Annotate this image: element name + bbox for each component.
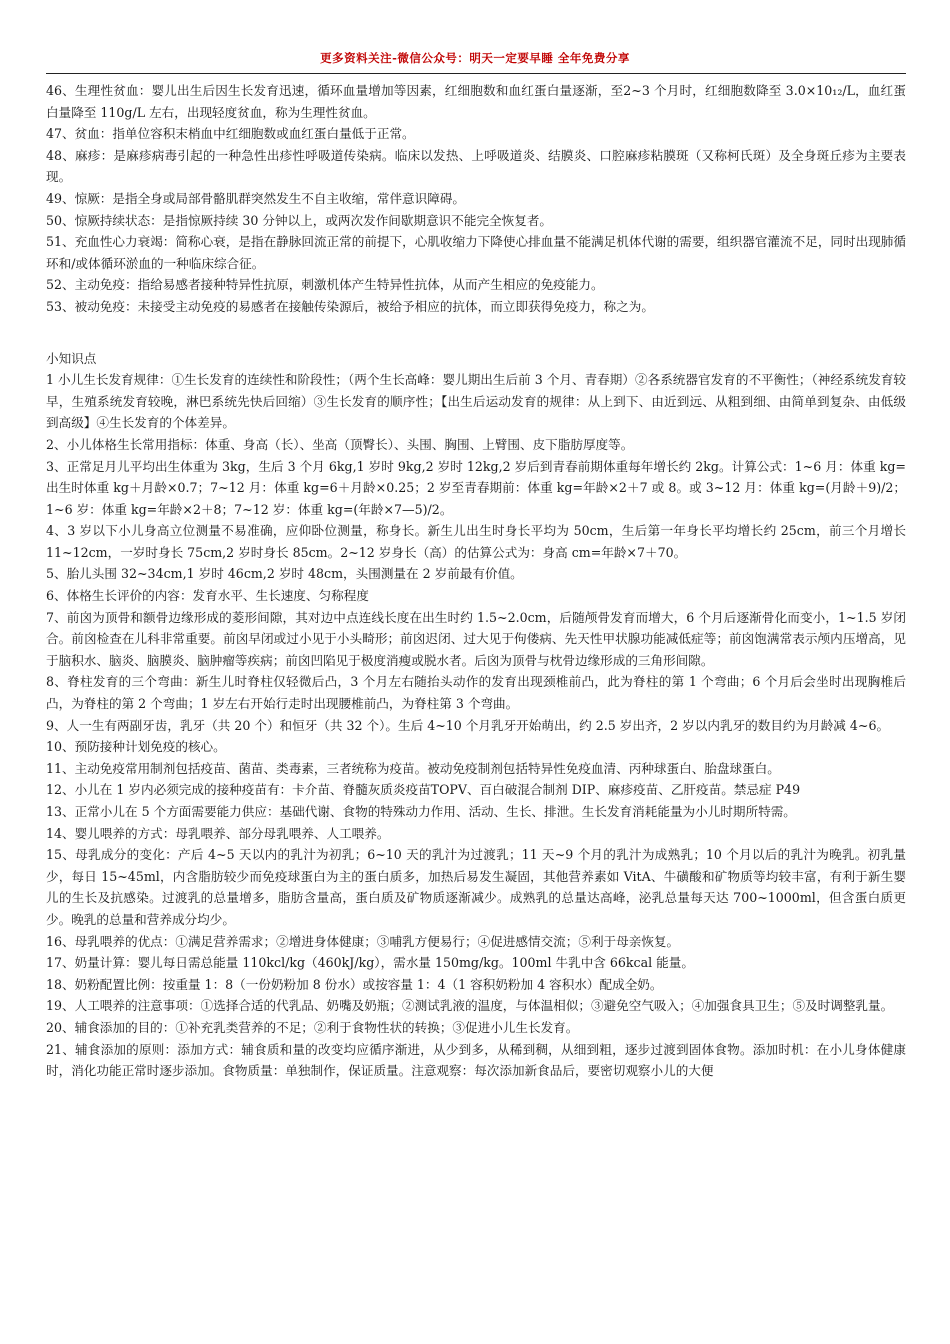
section-title: 小知识点 bbox=[46, 350, 97, 366]
knowledge-points-list bbox=[46, 369, 906, 1082]
knowledge-item: 11、主动免疫常用制剂包括疫苗、菌苗、类毒素，三者统称为疫苗。被动免疫制剂包括特异性免疫血清、丙种球蛋白、胎盘球蛋白。 bbox=[46, 760, 780, 776]
knowledge-item: 19、人工喂养的注意事项：①选择合适的代乳品、奶嘴及奶瓶；②测试乳液的温度，与体温相似；③避免空气吸入；④加强食具卫生；⑤及时调整乳量。 bbox=[46, 998, 894, 1014]
knowledge-item: 2、小儿体格生长常用指标：体重、身高（长）、坐高（顶臀长）、头围、胸围、上臂围、皮下脂肪厚度等。 bbox=[46, 436, 634, 452]
header-divider bbox=[46, 73, 906, 74]
definition-item: 51、充血性心力衰竭：简称心衰，是指在静脉回流正常的前提下，心肌收缩力下降使心排血量不能满足机体代谢的需要，组织器官灌流不足，同时出现肺循环和/或体循环淤血的一种临床综合征。 bbox=[46, 234, 906, 271]
definition-item: 49、惊厥：是指全身或局部骨骼肌群突然发生不自主收缩，常伴意识障碍。 bbox=[46, 190, 466, 206]
knowledge-item: 10、预防接种计划免疫的核心。 bbox=[46, 739, 226, 755]
knowledge-item: 14、婴儿喂养的方式：母乳喂养、部分母乳喂养、人工喂养。 bbox=[46, 825, 390, 841]
knowledge-item: 12、小儿在 1 岁内必须完成的接种疫苗有：卡介苗、脊髓灰质炎疫苗TOPV、百白破混合制剂 DIP、麻疹疫苗、乙肝疫苗。禁忌症 P49 bbox=[46, 782, 801, 798]
knowledge-item: 13、正常小儿在 5 个方面需要能力供应：基础代谢、食物的特殊动力作用、活动、生长、排泄。生长发育消耗能量为小儿时期所特需。 bbox=[46, 804, 796, 819]
header-banner: 更多资料关注-微信公众号：明天一定要早睡 全年免费分享 bbox=[320, 51, 630, 65]
knowledge-item: 20、辅食添加的目的：①补充乳类营养的不足；②利于食物性状的转换；③促进小儿生长发育。 bbox=[46, 1019, 579, 1035]
definition-item: 48、麻疹：是麻疹病毒引起的一种急性出疹性呼吸道传染病。临床以发热、上呼吸道炎、结膜炎、口腔麻疹粘膜斑（又称柯氏斑）及全身斑丘疹为主要表现。 bbox=[46, 147, 906, 185]
definition-item: 53、被动免疫：未接受主动免疫的易感者在接触传染源后，被给予相应的抗体，而立即获得免疫力，称之为。 bbox=[46, 298, 654, 314]
definition-item: 52、主动免疫：指给易感者接种特异性抗原，刺激机体产生特异性抗体，从而产生相应的免疫能力。 bbox=[46, 277, 604, 293]
knowledge-item: 1 小儿生长发育规律：①生长发育的连续性和阶段性；（两个生长高峰：婴儿期出生后前 3 个月、青春期）②各系统器官发育的不平衡性；（神经系统发育较早，生殖系统发育较晚，淋巴系统先快后回缩）③生长发育的顺序性；【出生后运动发育的规律：从上到下、由近到远、从粗到细、由简单到复杂、由低级到高级】④生长发育的个体差异。 bbox=[46, 372, 906, 431]
definition-item: 46、生理性贫血：婴儿出生后因生长发育迅速，循环血量增加等因素，红细胞数和血红蛋白量逐渐，至2~3 个月时，红细胞数降至 3.0×10₁₂/L，血红蛋白量降至 110g/L 左右，出现轻度贫血，称为生理性贫血。 bbox=[46, 83, 906, 120]
knowledge-item: 21、辅食添加的原则：添加方式：辅食质和量的改变均应循序渐进，从少到多，从稀到稠，从细到粗，逐步过渡到固体食物。添加时机：在小儿身体健康时，消化功能正常时逐步添加。食物质量：单独制作，保证质量。注意观察：每次添加新食品后，要密切观察小儿的大便 bbox=[46, 1041, 906, 1079]
knowledge-item: 17、奶量计算：婴儿每日需总能量 110kcl/kg（460kJ/kg），需水量 150mg/kg。100ml 牛乳中含 66kcal 能量。 bbox=[46, 955, 694, 971]
definition-item: 47、贫血：指单位容积末梢血中红细胞数或血红蛋白量低于正常。 bbox=[46, 126, 415, 142]
knowledge-item: 4、3 岁以下小儿身高立位测量不易准确，应仰卧位测量，称身长。新生儿出生时身长平均为 50cm，生后第一年身长平均增长约 25cm，前三个月增长 11~12cm，一岁时身长 75cm,2 岁时身长 85cm。2~12 岁身长（高）的估算公式为：身高 cm=年龄×7＋70。 bbox=[46, 523, 906, 560]
knowledge-item: 6、体格生长评价的内容：发育水平、生长速度、匀称程度 bbox=[46, 588, 369, 604]
section-spacer bbox=[46, 318, 906, 348]
definitions-list bbox=[46, 80, 906, 318]
document-body bbox=[46, 80, 906, 1082]
knowledge-item: 7、前囟为顶骨和额骨边缘形成的菱形间隙，其对边中点连线长度在出生时约 1.5~2.0cm，后随颅骨发育而增大，6 个月后逐渐骨化而变小，1~1.5 岁闭合。前囟检查在儿科非常重要。前囟早闭或过小见于小头畸形；前囟迟闭、过大见于佝偻病、先天性甲状腺功能减低症等；前囟饱满常表示颅内压增高，见于脑积水、脑炎、脑膜炎、脑肿瘤等疾病；前囟凹陷见于极度消瘦或脱水者。后囟为顶骨与枕骨边缘形成的三角形间隙。 bbox=[46, 609, 906, 668]
knowledge-item: 3、正常足月儿平均出生体重为 3kg，生后 3 个月 6kg,1 岁时 9kg,2 岁时 12kg,2 岁后到青春前期体重每年增长约 2kg。计算公式：1~6 月：体重 kg=出生时体重 kg＋月龄×0.7；7~12 月：体重 kg=6＋月龄×0.25；2 岁至青春期前：体重 kg=年龄×2＋7 或 8。或 3~12 月：体重 kg=(月龄＋9)/2；1~6 岁：体重 kg=年龄×2＋8；7~12 岁：体重 kg=(年龄×7—5)/2。 bbox=[46, 458, 906, 517]
knowledge-item: 9、人一生有两副牙齿，乳牙（共 20 个）和恒牙（共 32 个）。生后 4~10 个月乳牙开始萌出，约 2.5 岁出齐，2 岁以内乳牙的数目约为月龄减 4~6。 bbox=[46, 717, 890, 733]
definition-item: 50、惊厥持续状态：是指惊厥持续 30 分钟以上，或两次发作间歇期意识不能完全恢复者。 bbox=[46, 212, 553, 228]
knowledge-item: 5、胎儿头围 32~34cm,1 岁时 46cm,2 岁时 48cm，头围测量在 2 岁前最有价值。 bbox=[46, 566, 523, 582]
knowledge-item: 15、母乳成分的变化：产后 4~5 天以内的乳汁为初乳；6~10 天的乳汁为过渡乳；11 天~9 个月的乳汁为成熟乳；10 个月以后的乳汁为晚乳。初乳量少，每日 15~45ml，内含脂肪较少而免疫球蛋白为主的蛋白质多，加热后易发生凝固，其他营养素如 VitA、牛磺酸和矿物质等均较丰富，有利于新生婴儿的生长及抗感染。过渡乳的总量增多，脂肪含量高，蛋白质及矿物质逐渐减少。成熟乳的总量达高峰，泌乳总量每天达 700~1000ml，但含蛋白质更少。晚乳的总量和营养成分均少。 bbox=[46, 847, 906, 927]
knowledge-item: 16、母乳喂养的优点：①满足营养需求；②增进身体健康；③哺乳方便易行；④促进感情交流；⑤利于母亲恢复。 bbox=[46, 933, 680, 949]
knowledge-item: 8、脊柱发育的三个弯曲：新生儿时脊柱仅轻微后凸，3 个月左右随抬头动作的发育出现颈椎前凸，此为脊柱的第 1 个弯曲；6 个月后会坐时出现胸椎后凸，为脊柱的第 2 个弯曲；1 岁左右开始行走时出现腰椎前凸，为脊柱第 3 个弯曲。 bbox=[46, 674, 906, 712]
knowledge-item: 18、奶粉配置比例：按重量 1：8（一份奶粉加 8 份水）或按容量 1：4（1 容积奶粉加 4 容积水）配成全奶。 bbox=[46, 976, 663, 992]
